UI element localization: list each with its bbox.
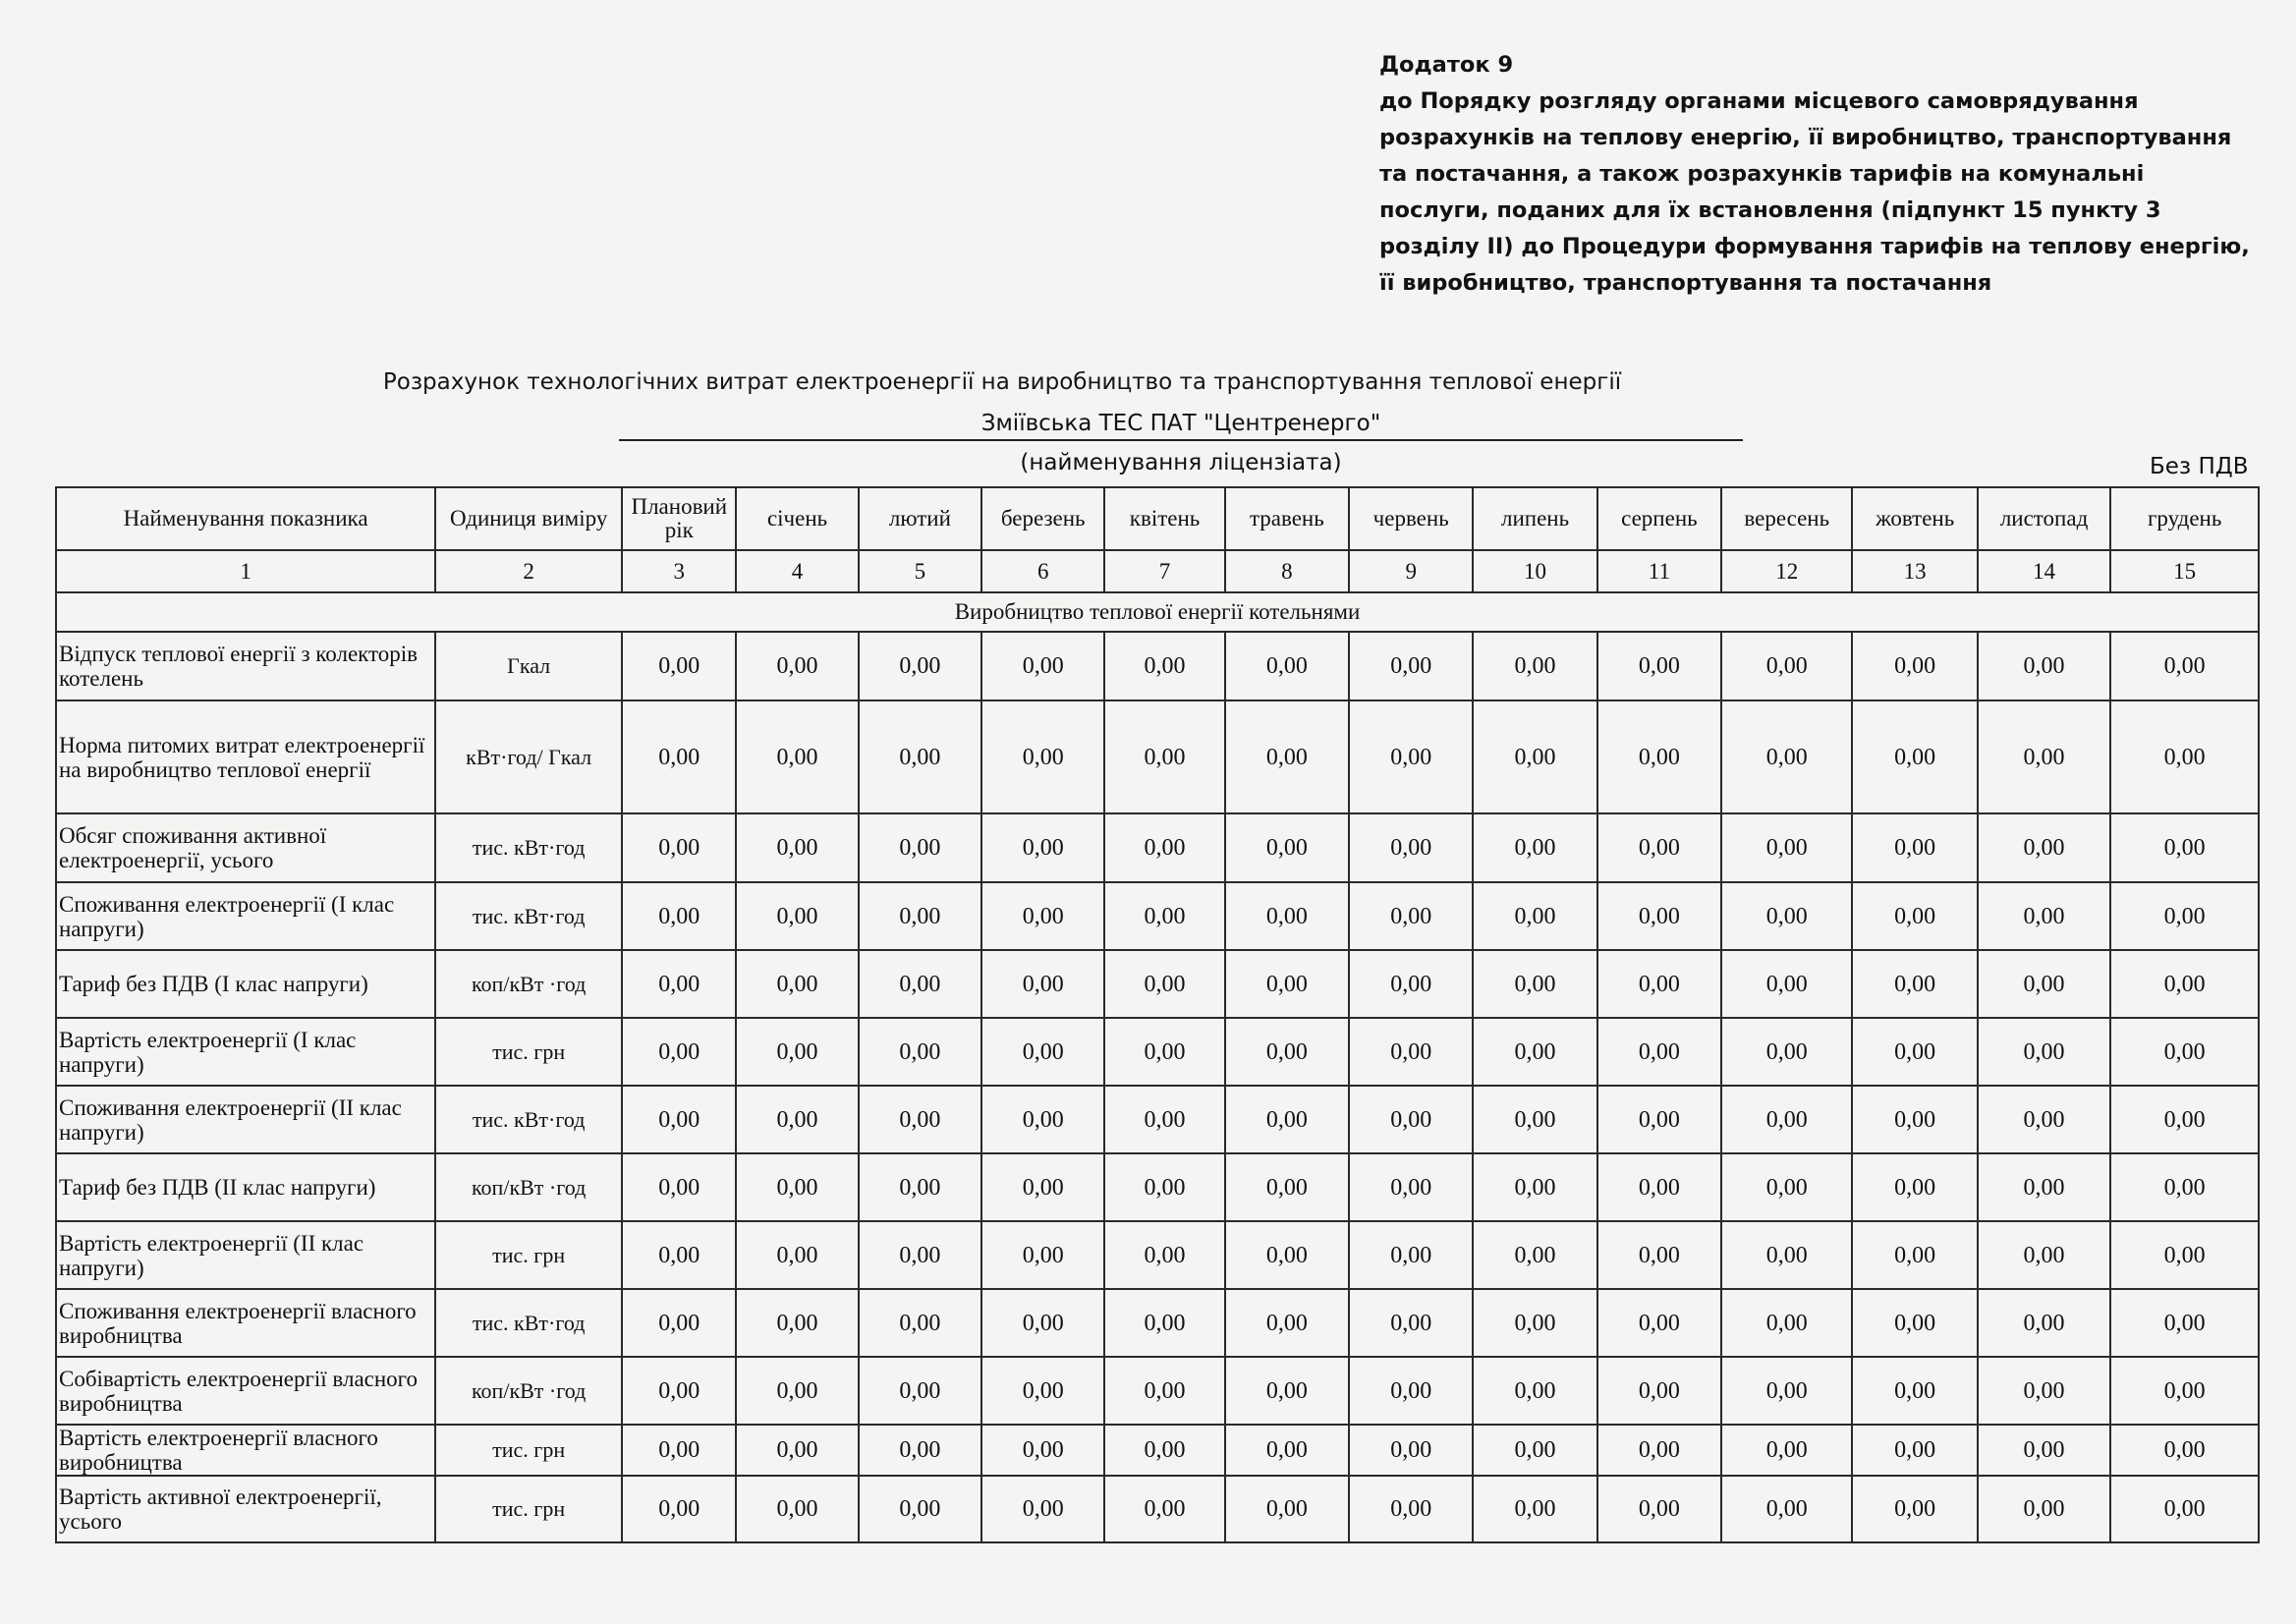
table-row	[56, 1221, 2259, 1289]
value-cell: 0,00	[1104, 1357, 1224, 1425]
value-cell: 0,00	[1852, 1289, 1977, 1357]
value-cell: 0,00	[1473, 1153, 1596, 1221]
value-cell: 0,00	[859, 1357, 981, 1425]
header-cell: березень	[981, 487, 1104, 550]
licensee-caption: (найменування ліцензіата)	[1020, 450, 1342, 476]
value-cell: 0,00	[1225, 700, 1349, 813]
value-cell: 0,00	[859, 1153, 981, 1221]
header-cell: жовтень	[1852, 487, 1977, 550]
value-cell: 0,00	[736, 1357, 858, 1425]
header-cell: грудень	[2110, 487, 2259, 550]
header-cell: Найменування показника	[56, 487, 435, 550]
value-cell: 0,00	[1225, 1476, 1349, 1542]
value-cell: 0,00	[1225, 1018, 1349, 1086]
value-cell: 0,00	[1349, 950, 1473, 1018]
value-cell: 0,00	[1349, 882, 1473, 950]
value-cell: 0,00	[1978, 813, 2110, 882]
value-cell: 0,00	[1597, 1086, 1721, 1153]
value-cell: 0,00	[1978, 1357, 2110, 1425]
column-number: 3	[622, 550, 736, 592]
table-row	[56, 700, 2259, 813]
value-cell: 0,00	[1349, 1221, 1473, 1289]
column-number: 13	[1852, 550, 1977, 592]
unit-cell: тис. кВт·год	[435, 882, 622, 950]
value-cell: 0,00	[981, 1425, 1104, 1476]
value-cell: 0,00	[2110, 1018, 2259, 1086]
unit-cell: тис. кВт·год	[435, 813, 622, 882]
column-number: 15	[2110, 550, 2259, 592]
column-number: 8	[1225, 550, 1349, 592]
value-cell: 0,00	[1852, 882, 1977, 950]
value-cell: 0,00	[1597, 632, 1721, 700]
value-cell: 0,00	[981, 1476, 1104, 1542]
column-number: 7	[1104, 550, 1224, 592]
annex-line: до Порядку розгляду органами місцевого самоврядування	[1379, 88, 2139, 114]
annex-note	[1379, 47, 2264, 302]
value-cell: 0,00	[981, 632, 1104, 700]
value-cell: 0,00	[736, 700, 858, 813]
indicator-name: Споживання електроенергії власного виробництва	[56, 1289, 435, 1357]
value-cell: 0,00	[1225, 1153, 1349, 1221]
value-cell: 0,00	[2110, 1425, 2259, 1476]
table-row	[56, 813, 2259, 882]
value-cell: 0,00	[2110, 1476, 2259, 1542]
table-row	[56, 950, 2259, 1018]
value-cell: 0,00	[736, 950, 858, 1018]
value-cell: 0,00	[622, 1086, 736, 1153]
value-cell: 0,00	[1225, 882, 1349, 950]
value-cell: 0,00	[859, 813, 981, 882]
column-number: 4	[736, 550, 858, 592]
value-cell: 0,00	[1978, 1289, 2110, 1357]
value-cell: 0,00	[1349, 1425, 1473, 1476]
value-cell: 0,00	[981, 950, 1104, 1018]
value-cell: 0,00	[1597, 700, 1721, 813]
section-title: Виробництво теплової енергії котельнями	[56, 592, 2259, 632]
value-cell: 0,00	[981, 813, 1104, 882]
indicator-name: Відпуск теплової енергії з колекторів котелень	[56, 632, 435, 700]
value-cell: 0,00	[1978, 950, 2110, 1018]
annex-line: розділу II) до Процедури формування тарифів на теплову енергію,	[1379, 234, 2250, 259]
value-cell: 0,00	[1852, 1221, 1977, 1289]
value-cell: 0,00	[1473, 1425, 1596, 1476]
value-cell: 0,00	[1349, 1153, 1473, 1221]
value-cell: 0,00	[622, 632, 736, 700]
header-row	[56, 487, 2259, 550]
column-number-row	[56, 550, 2259, 592]
indicator-name: Тариф без ПДВ (ІІ клас напруги)	[56, 1153, 435, 1221]
value-cell: 0,00	[622, 1476, 736, 1542]
value-cell: 0,00	[2110, 950, 2259, 1018]
value-cell: 0,00	[2110, 700, 2259, 813]
header-cell: лютий	[859, 487, 981, 550]
unit-cell: тис. грн	[435, 1221, 622, 1289]
value-cell: 0,00	[1597, 1425, 1721, 1476]
value-cell: 0,00	[1104, 1289, 1224, 1357]
value-cell: 0,00	[622, 813, 736, 882]
value-cell: 0,00	[1852, 1425, 1977, 1476]
table-row	[56, 1425, 2259, 1476]
value-cell: 0,00	[981, 1357, 1104, 1425]
indicator-name: Споживання електроенергії (ІІ клас напруги)	[56, 1086, 435, 1153]
unit-cell: тис. кВт·год	[435, 1289, 622, 1357]
value-cell: 0,00	[1597, 1153, 1721, 1221]
value-cell: 0,00	[859, 700, 981, 813]
value-cell: 0,00	[1473, 1086, 1596, 1153]
value-cell: 0,00	[1721, 813, 1852, 882]
value-cell: 0,00	[981, 700, 1104, 813]
value-cell: 0,00	[1721, 632, 1852, 700]
table-row	[56, 882, 2259, 950]
value-cell: 0,00	[1978, 1018, 2110, 1086]
table-row	[56, 1357, 2259, 1425]
indicator-name: Норма питомих витрат електроенергії на виробництво теплової енергії	[56, 700, 435, 813]
value-cell: 0,00	[1852, 813, 1977, 882]
value-cell: 0,00	[1721, 1153, 1852, 1221]
value-cell: 0,00	[736, 632, 858, 700]
value-cell: 0,00	[2110, 1289, 2259, 1357]
column-number: 10	[1473, 550, 1596, 592]
value-cell: 0,00	[1225, 950, 1349, 1018]
unit-cell: коп/кВт ·год	[435, 1357, 622, 1425]
header-cell: липень	[1473, 487, 1596, 550]
value-cell: 0,00	[2110, 1221, 2259, 1289]
table-row	[56, 1086, 2259, 1153]
value-cell: 0,00	[1852, 950, 1977, 1018]
value-cell: 0,00	[859, 1018, 981, 1086]
indicator-name: Обсяг споживання активної електроенергії, усього	[56, 813, 435, 882]
value-cell: 0,00	[1473, 1018, 1596, 1086]
value-cell: 0,00	[1721, 1086, 1852, 1153]
value-cell: 0,00	[1104, 1086, 1224, 1153]
value-cell: 0,00	[1721, 1357, 1852, 1425]
value-cell: 0,00	[736, 1476, 858, 1542]
table-row	[56, 1153, 2259, 1221]
value-cell: 0,00	[981, 1289, 1104, 1357]
value-cell: 0,00	[1473, 700, 1596, 813]
annex-line: її виробництво, транспортування та постачання	[1379, 270, 1992, 296]
value-cell: 0,00	[1104, 700, 1224, 813]
value-cell: 0,00	[1225, 1086, 1349, 1153]
annex-line: Додаток 9	[1379, 52, 1514, 78]
value-cell: 0,00	[736, 1153, 858, 1221]
value-cell: 0,00	[1597, 1476, 1721, 1542]
table-row	[56, 632, 2259, 700]
value-cell: 0,00	[1104, 1018, 1224, 1086]
value-cell: 0,00	[859, 882, 981, 950]
column-number: 14	[1978, 550, 2110, 592]
value-cell: 0,00	[622, 1425, 736, 1476]
value-cell: 0,00	[1721, 1221, 1852, 1289]
value-cell: 0,00	[622, 1153, 736, 1221]
column-number: 6	[981, 550, 1104, 592]
vat-note: Без ПДВ	[2150, 454, 2249, 479]
value-cell: 0,00	[736, 1018, 858, 1086]
value-cell: 0,00	[2110, 813, 2259, 882]
header-cell: Одиниця виміру	[435, 487, 622, 550]
document-title: Розрахунок технологічних витрат електроенергії на виробництво та транспортування теплової енергії	[382, 369, 1622, 395]
value-cell: 0,00	[1473, 950, 1596, 1018]
value-cell: 0,00	[1104, 1153, 1224, 1221]
value-cell: 0,00	[1978, 882, 2110, 950]
value-cell: 0,00	[981, 1086, 1104, 1153]
value-cell: 0,00	[1473, 632, 1596, 700]
column-number: 9	[1349, 550, 1473, 592]
indicator-name: Вартість електроенергії (І клас напруги)	[56, 1018, 435, 1086]
header-cell: квітень	[1104, 487, 1224, 550]
column-number: 12	[1721, 550, 1852, 592]
value-cell: 0,00	[1852, 1086, 1977, 1153]
value-cell: 0,00	[1721, 1425, 1852, 1476]
value-cell: 0,00	[1978, 1425, 2110, 1476]
indicator-name: Споживання електроенергії (І клас напруги)	[56, 882, 435, 950]
value-cell: 0,00	[1104, 1476, 1224, 1542]
header-cell: листопад	[1978, 487, 2110, 550]
value-cell: 0,00	[736, 1086, 858, 1153]
value-cell: 0,00	[859, 632, 981, 700]
value-cell: 0,00	[1597, 1289, 1721, 1357]
value-cell: 0,00	[981, 1153, 1104, 1221]
value-cell: 0,00	[736, 1221, 858, 1289]
indicator-name: Вартість активної електроенергії, усього	[56, 1476, 435, 1542]
value-cell: 0,00	[1225, 632, 1349, 700]
value-cell: 0,00	[622, 1357, 736, 1425]
header-cell: серпень	[1597, 487, 1721, 550]
value-cell: 0,00	[1104, 950, 1224, 1018]
value-cell: 0,00	[1349, 1018, 1473, 1086]
value-cell: 0,00	[1978, 1221, 2110, 1289]
value-cell: 0,00	[1473, 1289, 1596, 1357]
value-cell: 0,00	[1597, 950, 1721, 1018]
column-number: 11	[1597, 550, 1721, 592]
value-cell: 0,00	[1225, 1425, 1349, 1476]
value-cell: 0,00	[1721, 1018, 1852, 1086]
annex-line: послуги, поданих для їх встановлення (підпункт 15 пункту 3	[1379, 197, 2161, 223]
value-cell: 0,00	[1349, 1476, 1473, 1542]
value-cell: 0,00	[1721, 882, 1852, 950]
annex-line: та постачання, а також розрахунків тарифів на комунальні	[1379, 161, 2145, 187]
value-cell: 0,00	[1721, 950, 1852, 1018]
value-cell: 0,00	[1473, 882, 1596, 950]
licensee-name: Зміївська ТЕС ПАТ "Центренерго"	[619, 411, 1743, 441]
value-cell: 0,00	[981, 1018, 1104, 1086]
value-cell: 0,00	[1225, 813, 1349, 882]
value-cell: 0,00	[1597, 882, 1721, 950]
value-cell: 0,00	[1978, 1476, 2110, 1542]
indicator-name: Вартість електроенергії власного виробництва	[56, 1425, 435, 1476]
value-cell: 0,00	[736, 882, 858, 950]
value-cell: 0,00	[1104, 882, 1224, 950]
unit-cell: кВт·год/ Гкал	[435, 700, 622, 813]
expenses-table	[55, 486, 2260, 1543]
value-cell: 0,00	[2110, 1086, 2259, 1153]
unit-cell: тис. грн	[435, 1018, 622, 1086]
value-cell: 0,00	[2110, 1357, 2259, 1425]
value-cell: 0,00	[1597, 813, 1721, 882]
section-row	[56, 592, 2259, 632]
value-cell: 0,00	[1597, 1357, 1721, 1425]
unit-cell: тис. грн	[435, 1425, 622, 1476]
value-cell: 0,00	[1225, 1221, 1349, 1289]
value-cell: 0,00	[859, 1425, 981, 1476]
unit-cell: тис. грн	[435, 1476, 622, 1542]
value-cell: 0,00	[981, 1221, 1104, 1289]
table-row	[56, 1018, 2259, 1086]
table-row	[56, 1289, 2259, 1357]
value-cell: 0,00	[1104, 632, 1224, 700]
value-cell: 0,00	[1349, 1086, 1473, 1153]
value-cell: 0,00	[1597, 1221, 1721, 1289]
value-cell: 0,00	[859, 1221, 981, 1289]
unit-cell: коп/кВт ·год	[435, 1153, 622, 1221]
header-cell: червень	[1349, 487, 1473, 550]
value-cell: 0,00	[1473, 1476, 1596, 1542]
header-cell: Плановий рік	[622, 487, 736, 550]
value-cell: 0,00	[1852, 632, 1977, 700]
column-number: 2	[435, 550, 622, 592]
value-cell: 0,00	[622, 950, 736, 1018]
value-cell: 0,00	[1978, 632, 2110, 700]
value-cell: 0,00	[1473, 1357, 1596, 1425]
value-cell: 0,00	[1852, 700, 1977, 813]
value-cell: 0,00	[1349, 1357, 1473, 1425]
value-cell: 0,00	[1473, 1221, 1596, 1289]
value-cell: 0,00	[859, 950, 981, 1018]
value-cell: 0,00	[1349, 1289, 1473, 1357]
indicator-name: Вартість електроенергії (ІІ клас напруги)	[56, 1221, 435, 1289]
value-cell: 0,00	[1978, 1086, 2110, 1153]
header-cell: вересень	[1721, 487, 1852, 550]
value-cell: 0,00	[1852, 1153, 1977, 1221]
value-cell: 0,00	[1597, 1018, 1721, 1086]
value-cell: 0,00	[2110, 1153, 2259, 1221]
value-cell: 0,00	[1721, 1476, 1852, 1542]
value-cell: 0,00	[1978, 1153, 2110, 1221]
value-cell: 0,00	[1104, 813, 1224, 882]
value-cell: 0,00	[1978, 700, 2110, 813]
value-cell: 0,00	[1104, 1425, 1224, 1476]
value-cell: 0,00	[1349, 632, 1473, 700]
value-cell: 0,00	[1721, 700, 1852, 813]
value-cell: 0,00	[1852, 1018, 1977, 1086]
column-number: 1	[56, 550, 435, 592]
value-cell: 0,00	[1721, 1289, 1852, 1357]
unit-cell: Гкал	[435, 632, 622, 700]
header-cell: травень	[1225, 487, 1349, 550]
value-cell: 0,00	[736, 813, 858, 882]
value-cell: 0,00	[2110, 632, 2259, 700]
value-cell: 0,00	[1852, 1476, 1977, 1542]
value-cell: 0,00	[622, 1018, 736, 1086]
indicator-name: Тариф без ПДВ (І клас напруги)	[56, 950, 435, 1018]
value-cell: 0,00	[736, 1289, 858, 1357]
value-cell: 0,00	[859, 1476, 981, 1542]
value-cell: 0,00	[622, 1221, 736, 1289]
value-cell: 0,00	[1349, 700, 1473, 813]
value-cell: 0,00	[859, 1086, 981, 1153]
value-cell: 0,00	[736, 1425, 858, 1476]
value-cell: 0,00	[2110, 882, 2259, 950]
value-cell: 0,00	[981, 882, 1104, 950]
unit-cell: коп/кВт ·год	[435, 950, 622, 1018]
value-cell: 0,00	[1225, 1289, 1349, 1357]
value-cell: 0,00	[859, 1289, 981, 1357]
header-cell: січень	[736, 487, 858, 550]
unit-cell: тис. кВт·год	[435, 1086, 622, 1153]
value-cell: 0,00	[622, 1289, 736, 1357]
value-cell: 0,00	[1852, 1357, 1977, 1425]
value-cell: 0,00	[1225, 1357, 1349, 1425]
value-cell: 0,00	[622, 700, 736, 813]
annex-line: розрахунків на теплову енергію, її виробництво, транспортування	[1379, 125, 2232, 150]
value-cell: 0,00	[1104, 1221, 1224, 1289]
indicator-name: Собівартість електроенергії власного виробництва	[56, 1357, 435, 1425]
value-cell: 0,00	[622, 882, 736, 950]
table-row	[56, 1476, 2259, 1542]
table-body	[56, 487, 2259, 1542]
value-cell: 0,00	[1349, 813, 1473, 882]
column-number: 5	[859, 550, 981, 592]
value-cell: 0,00	[1473, 813, 1596, 882]
